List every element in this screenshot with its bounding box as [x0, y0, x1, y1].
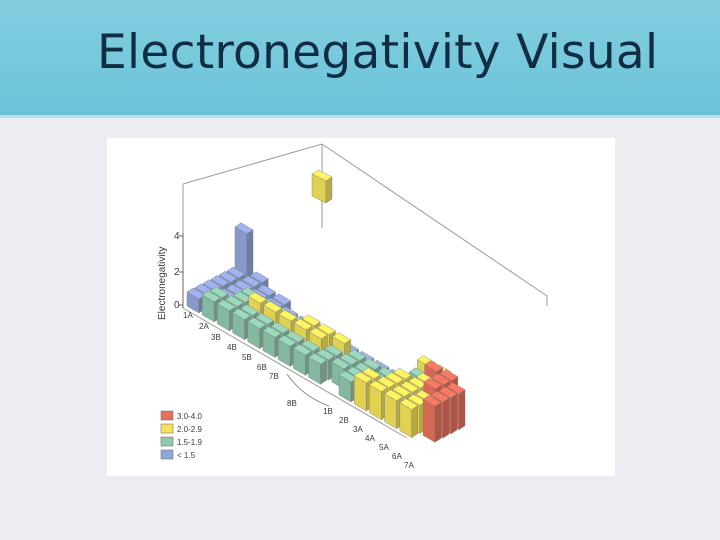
element-bar-front: [423, 399, 435, 442]
legend-swatch-2: [161, 424, 173, 433]
electronegativity-3d-diagram: [107, 138, 615, 476]
legend-swatch-1: [161, 411, 173, 420]
legend-label-4: < 1.5: [177, 451, 196, 460]
group-label-6b: 6B: [257, 363, 267, 372]
group-label-1a: 1A: [183, 311, 193, 320]
element-bar-side: [412, 406, 418, 438]
element-bar-side: [459, 390, 465, 430]
y-tick-4: 4: [174, 231, 180, 242]
group-label-2b: 2B: [339, 416, 349, 425]
element-bar-side: [451, 394, 457, 434]
group-label-4a: 4A: [365, 434, 375, 443]
y-tick-0: 0: [174, 300, 180, 311]
group-label-7a: 7A: [404, 461, 414, 470]
slide-title: Electronegativity Visual: [97, 25, 659, 80]
group-label-6a: 6A: [392, 452, 402, 461]
electronegativity-figure: [107, 138, 615, 476]
group-label-2a: 2A: [199, 322, 209, 331]
legend-label-1: 3.0-4.0: [177, 412, 202, 421]
legend-label-3: 1.5-1.9: [177, 438, 202, 447]
element-bar-side: [443, 398, 449, 438]
legend: [161, 411, 202, 460]
y-axis: [179, 233, 183, 308]
group-label-3a: 3A: [353, 425, 363, 434]
group-label-8b: 8B: [287, 399, 297, 408]
legend-swatch-4: [161, 450, 173, 459]
group-label-3b: 3B: [211, 333, 221, 342]
legend-swatch-3: [161, 437, 173, 446]
group-label-4b: 4B: [227, 343, 237, 352]
group-label-1b: 1B: [323, 407, 333, 416]
group-label-5a: 5A: [379, 443, 389, 452]
group-label-5b: 5B: [242, 353, 252, 362]
y-tick-2: 2: [174, 267, 180, 278]
element-bars: [187, 170, 465, 442]
y-axis-label: Electronegativity: [157, 246, 168, 320]
element-bar-side: [435, 402, 441, 442]
legend-label-2: 2.0-2.9: [177, 425, 202, 434]
element-bar-top-back: [326, 177, 332, 203]
group-label-7b: 7B: [269, 372, 279, 381]
